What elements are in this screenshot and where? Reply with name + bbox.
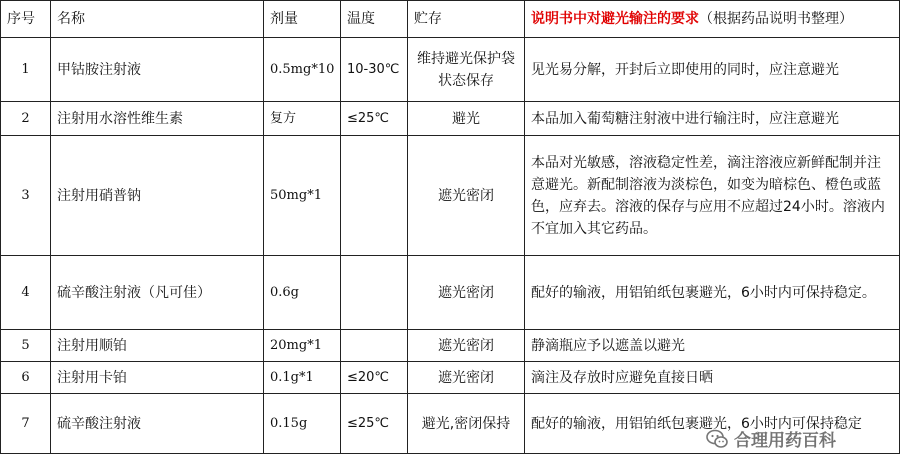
row-dose: 0.5mg*10: [264, 38, 341, 102]
table-row: [1, 38, 900, 102]
row-dose: 0.1g*1: [264, 362, 341, 394]
wechat-icon: [706, 429, 728, 449]
row-no: 7: [1, 394, 51, 454]
header-requirement: [525, 1, 900, 38]
row-dose: 20mg*1: [264, 330, 341, 362]
row-dose: 复方: [264, 102, 341, 136]
row-no: 1: [1, 38, 51, 102]
header-dose: 剂量: [264, 1, 341, 38]
row-name: 硫辛酸注射液（凡可佳）: [51, 256, 264, 330]
table-row: [1, 362, 900, 394]
row-no: 5: [1, 330, 51, 362]
header-name: 名称: [51, 1, 264, 38]
row-dose: 50mg*1: [264, 136, 341, 256]
row-temp: ≤25℃: [341, 102, 408, 136]
row-requirement: 本品加入葡萄糖注射液中进行输注时，应注意避光: [525, 102, 900, 136]
row-storage: 遮光密闭: [408, 362, 525, 394]
row-requirement: 配好的输液，用铝铂纸包裹避光，6小时内可保持稳定。: [525, 256, 900, 330]
row-dose: 0.15g: [264, 394, 341, 454]
row-name: 硫辛酸注射液: [51, 394, 264, 454]
table-row: [1, 330, 900, 362]
row-requirement: 见光易分解，开封后立即使用的同时，应注意避光: [525, 38, 900, 102]
row-storage: 遮光密闭: [408, 136, 525, 256]
row-name: 注射用顺铂: [51, 330, 264, 362]
row-storage: 避光,密闭保持: [408, 394, 525, 454]
header-requirement-note: （根据药品说明书整理）: [699, 11, 853, 27]
row-dose: 0.6g: [264, 256, 341, 330]
header-temp: 温度: [341, 1, 408, 38]
row-name: 注射用卡铂: [51, 362, 264, 394]
row-temp: ≤25℃: [341, 394, 408, 454]
row-storage: 维持避光保护袋状态保存: [408, 38, 525, 102]
row-temp: [341, 330, 408, 362]
row-name: 注射用硝普钠: [51, 136, 264, 256]
table-row: [1, 102, 900, 136]
row-temp: [341, 136, 408, 256]
watermark: [706, 426, 836, 451]
table-row: [1, 136, 900, 256]
row-requirement: 本品对光敏感，溶液稳定性差，滴注溶液应新鲜配制并注意避光。新配制溶液为淡棕色，如变为暗棕色、橙色或蓝色，应弃去。溶液的保存与应用不应超过24小时。溶液内不宜加入其它药品。: [525, 136, 900, 256]
header-storage: 贮存: [408, 1, 525, 38]
row-temp: ≤20℃: [341, 362, 408, 394]
row-temp: [341, 256, 408, 330]
table-row: [1, 256, 900, 330]
row-no: 6: [1, 362, 51, 394]
watermark-text: 合理用药百科: [734, 431, 836, 451]
row-no: 4: [1, 256, 51, 330]
row-name: 甲钴胺注射液: [51, 38, 264, 102]
row-storage: 避光: [408, 102, 525, 136]
row-storage: 遮光密闭: [408, 330, 525, 362]
header-requirement-title: 说明书中对避光输注的要求: [531, 11, 699, 27]
row-requirement: 滴注及存放时应避免直接日晒: [525, 362, 900, 394]
header-row: [1, 1, 900, 38]
row-name: 注射用水溶性维生素: [51, 102, 264, 136]
row-requirement: 静滴瓶应予以遮盖以避光: [525, 330, 900, 362]
header-no: 序号: [1, 1, 51, 38]
row-no: 3: [1, 136, 51, 256]
row-temp: 10-30℃: [341, 38, 408, 102]
row-no: 2: [1, 102, 51, 136]
row-requirement: 配好的输液，用铝铂纸包裹避光，6小时内可保持稳定: [525, 394, 900, 454]
row-storage: 遮光密闭: [408, 256, 525, 330]
